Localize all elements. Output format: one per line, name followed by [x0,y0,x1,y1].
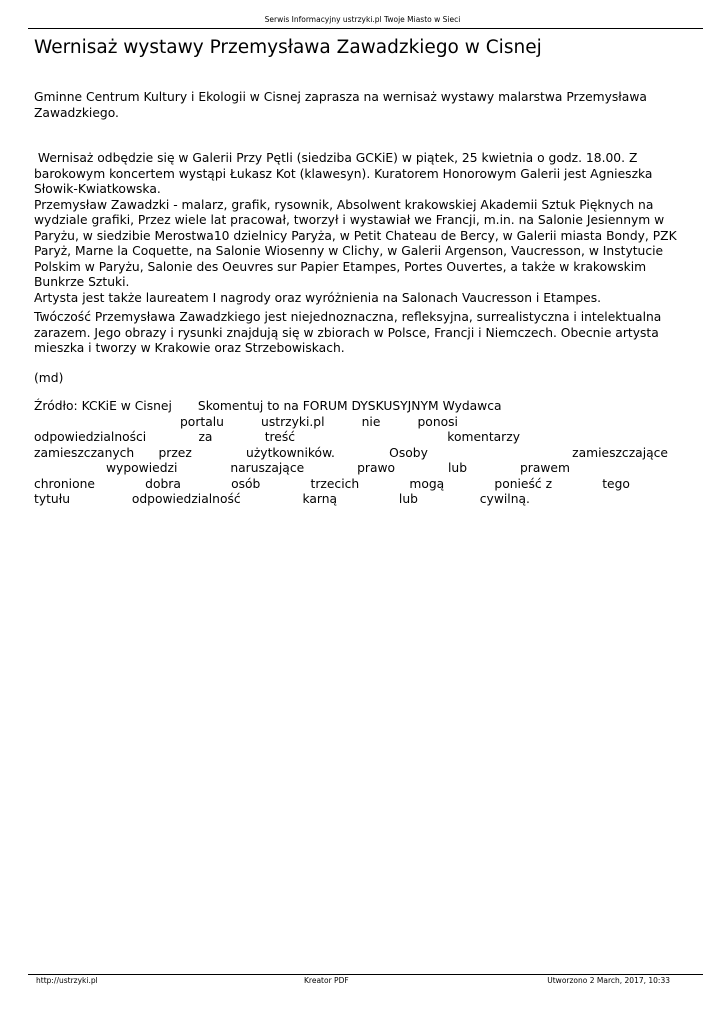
footer-url[interactable]: http://ustrzyki.pl [36,976,98,985]
article-title: Wernisaż wystawy Przemysława Zawadzkiego w Cisnej [34,37,542,58]
disclaimer-word: nie [361,414,381,429]
disclaimer-line [34,446,690,462]
creation-line: mieszka i tworzy w Krakowie oraz Strzebowiskach. [34,341,345,355]
disclaimer-word: Wydawca [442,399,502,413]
disclaimer-word: zamieszczające [572,445,668,460]
disclaimer-word: za [198,430,213,444]
disclaimer-word: dobra [145,476,181,491]
creation-line: Twóczość Przemysława Zawadzkiego jest niejednoznaczna, refleksyjna, surrealistyczna i intelektualna [34,310,662,324]
author-signature: (md) [34,371,64,385]
forum-link[interactable]: Skomentuj to na FORUM DYSKUSYJNYM [197,399,439,413]
site-header: Serwis Informacyjny ustrzyki.pl Twoje Miasto w Sieci [264,15,461,24]
disclaimer-word: Osoby [389,445,428,460]
disclaimer-word: mogą [409,476,445,491]
disclaimer-line [34,430,690,446]
disclaimer-line [34,492,690,508]
disclaimer-line [34,415,690,431]
main-line: Paryż, Marne la Coquette, na Salonie Wiosenny w Clichy, w Galerii Argenson, Vaucresson, w Instytucie [34,244,664,258]
disclaimer-word: komentarzy [447,430,520,444]
main-line: Paryżu, w siedzibie Merostwa10 dzielnicy Paryża, w Petit Chateau de Bercy, w Galerii miasta Bondy, PZK [34,228,677,243]
disclaimer-word: naruszające [230,461,305,475]
creation-paragraph [34,310,684,357]
footer-divider [28,974,703,975]
disclaimer-line [34,477,690,493]
disclaimer-word: zamieszczanych [34,445,135,460]
disclaimer-word: użytkowników. [246,445,335,460]
header-divider [28,28,703,29]
disclaimer-word: tego [602,476,630,491]
disclaimer-word: osób [231,476,261,491]
main-line: wydziale grafiki, Przez wiele lat pracował, tworzył i wystawiał we Francji, m.in. na Salonie Jesiennym w [34,213,665,227]
main-line: Wernisaż odbędzie się w Galerii Przy Pętli (siedziba GCKiE) w piątek, 25 kwietnia o godz. 18.00. Z [34,151,638,165]
main-line: Słowik-Kwiatkowska. [34,182,161,196]
disclaimer-word: ponosi [417,414,458,429]
main-line: Polskim w Paryżu, Salonie des Oeuvres sur Papier Etampes, Portes Ouvertes, a także w krakowskim [34,259,647,274]
main-line: Artysta jest także laureatem I nagrody oraz wyróżnienia na Salonach Vaucresson i Etampes. [34,290,602,305]
source-block [34,399,690,508]
disclaimer-word: portalu [180,414,224,429]
creation-line: zarazem. Jego obrazy i rysunki znajdują się w zbiorach w Polsce, Francji i Niemczech. Obecnie artysta [34,325,659,340]
disclaimer-word: odpowiedzialności [34,430,147,444]
disclaimer-word: ustrzyki.pl [261,414,325,429]
main-paragraph [34,151,684,306]
disclaimer-word: treść [264,430,296,444]
disclaimer-word: lub [398,492,418,506]
disclaimer-word: prawem [519,461,570,475]
main-line: Przemysław Zawadzki - malarz, grafik, rysownik, Absolwent krakowskiej Akademii Sztuk Pięknych na [34,197,654,212]
disclaimer-word: karną [302,492,338,506]
footer-created: Utworzono 2 March, 2017, 10:33 [547,976,670,985]
disclaimer-word: odpowiedzialność [131,492,241,506]
source-label: Źródło: KCKiE w Cisnej [34,399,172,413]
footer-generator: Kreator PDF [304,976,349,985]
disclaimer-word: tytułu [34,492,71,506]
disclaimer-word: wypowiedzi [106,461,178,475]
disclaimer-word: lub [448,461,468,475]
main-line: barokowym koncertem wystąpi Łukasz Kot (klawesyn). Kuratorem Honorowym Galerii jest Agnieszka [34,166,653,181]
disclaimer-word: trzecich [310,476,360,491]
main-line: Bunkrze Sztuki. [34,275,130,289]
disclaimer-word: ponieść z [494,476,553,491]
intro-paragraph: Gminne Centrum Kultury i Ekologii w Cisnej zaprasza na wernisaż wystawy malarstwa Przemysława Zawadzkiego. [34,90,647,120]
disclaimer-word: prawo [357,461,396,475]
disclaimer-word: chronione [34,476,95,491]
source-line [34,399,690,415]
disclaimer-line [34,461,690,477]
disclaimer-word: przez [158,445,192,460]
disclaimer-word: cywilną. [479,492,530,506]
